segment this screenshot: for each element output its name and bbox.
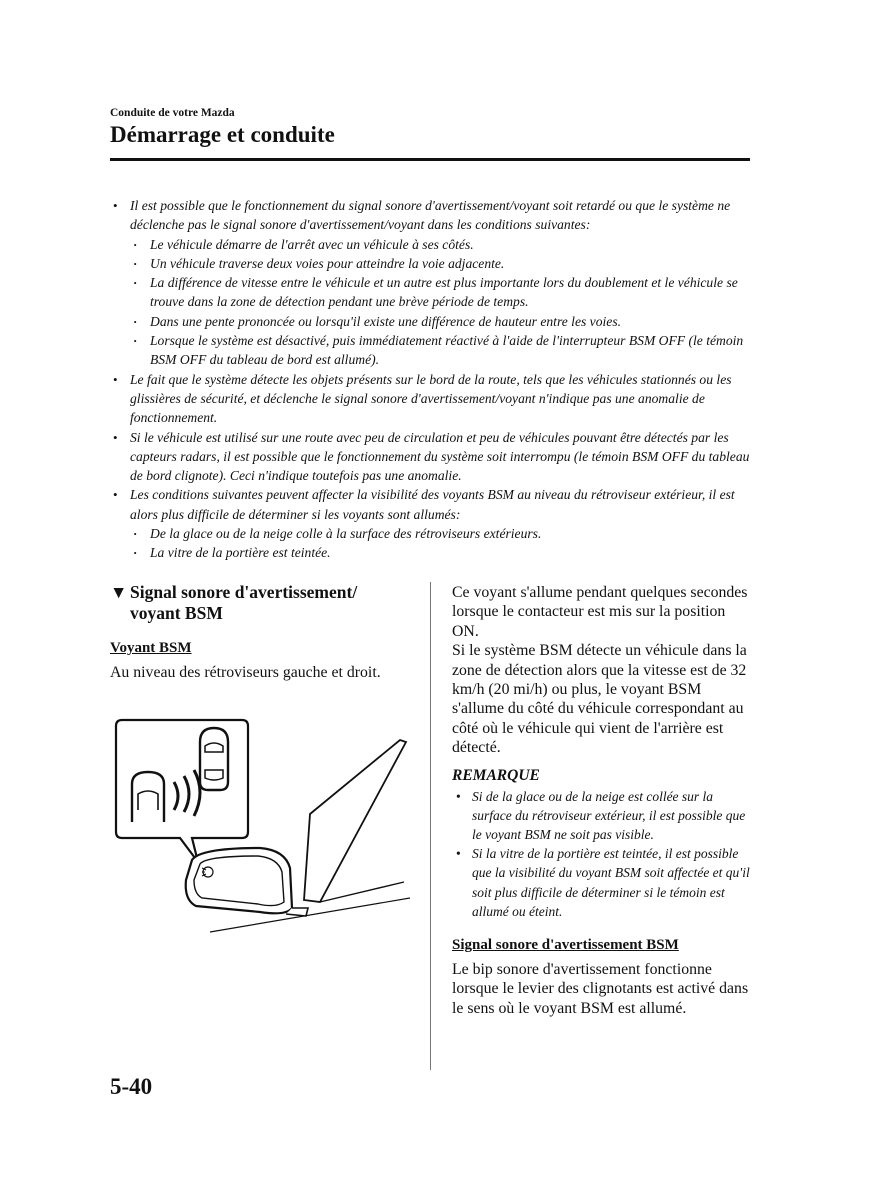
list-item: • Si la vitre de la portière est teintée, il est possible que la visibilité du voyant BSM soit affectée et qu'il soit plus difficile de déterminer si le témoin est allumé ou éteint. [452,844,752,921]
title-rule [110,158,750,161]
triangle-down-icon: ▼ [110,582,128,602]
page-title: Démarrage et conduite [110,122,335,147]
list-item: · Dans une pente prononcée ou lorsqu'il existe une différence de hauteur entre les voies. [130,312,760,331]
list-item: · La vitre de la portière est teintée. [130,543,760,562]
mirror-illustration [110,712,410,962]
list-item: · Le véhicule démarre de l'arrêt avec un véhicule à ses côtés. [130,235,760,254]
mirror-icon [186,848,292,913]
section-heading-line: voyant BSM [130,603,223,623]
list-item [110,485,760,562]
section-heading-line: Signal sonore d'avertissement/ [130,582,358,602]
remarque-title: REMARQUE [452,766,540,784]
body-text: Au niveau des rétroviseurs gauche et droit. [110,664,381,681]
list-item: • Si de la glace ou de la neige est collée sur la surface du rétroviseur extérieur, il est possible que le voyant BSM ne soit pas visible. [452,787,752,845]
list-item: · Un véhicule traverse deux voies pour atteindre la voie adjacente. [130,254,760,273]
body-text: Si le système BSM détecte un véhicule dans la zone de détection alors que la vitesse est de 32 km/h (20 mi/h) ou plus, le voyant BSM s'allume du côté du véhicule correspondant au côté où le véhicule qui vient de l'arrière est détecté. [452,642,747,757]
section-label: Conduite de votre Mazda [110,107,235,119]
remarque-block [452,767,752,921]
note-text: Les conditions suivantes peuvent affecter la visibilité des voyants BSM au niveau du rétroviseur extérieur, il est alors plus difficile de déterminer si les voyants sont allumés: [130,487,735,522]
list-item: • Si le véhicule est utilisé sur une route avec peu de circulation et peu de véhicules pouvant être détectés par les capteurs radars, il est possible que le fonctionnement du système soit interrompu (le témoin BSM OFF du tableau de bord clignote). Ceci n'indique toutefois pas une anomalie. [110,428,760,486]
list-item [110,196,760,370]
note-text: Il est possible que le fonctionnement du signal sonore d'avertissement/voyant soit retardé ou que le système ne déclenche pas le signal sonore d'avertissement/voyant dans les conditions suivantes: [130,198,731,233]
right-column [452,583,752,1018]
subheading-signal-sonore: Signal sonore d'avertissement BSM [452,937,679,954]
section-heading [110,582,410,624]
list-item: · Lorsque le système est désactivé, puis immédiatement réactivé à l'aide de l'interrupteur BSM OFF (le témoin BSM OFF du tableau de bord est allumé). [130,331,760,370]
body-text: Ce voyant s'allume pendant quelques secondes lorsque le contacteur est mis sur la position ON. [452,584,748,640]
list-item: · La différence de vitesse entre le véhicule et un autre est plus importante lors du doublement et le véhicule se trouve dans la zone de détection pendant une brève période de temps. [130,273,760,312]
page-number: 5-40 [110,1074,153,1099]
body-text: Le bip sonore d'avertissement fonctionne lorsque le levier des clignotants est activé dans le sens où le voyant BSM est allumé. [452,961,749,1017]
left-column [110,582,410,682]
list-item: • Le fait que le système détecte les objets présents sur le bord de la route, tels que les véhicules stationnés ou les glissières de sécurité, et déclenche le signal sonore d'avertissement/voyant n'indique pas une anomalie de fonctionnement. [110,370,760,428]
column-divider [430,582,431,1070]
notes-list [110,196,760,563]
list-item: · De la glace ou de la neige colle à la surface des rétroviseurs extérieurs. [130,524,760,543]
subheading-voyant-bsm: Voyant BSM [110,640,192,656]
